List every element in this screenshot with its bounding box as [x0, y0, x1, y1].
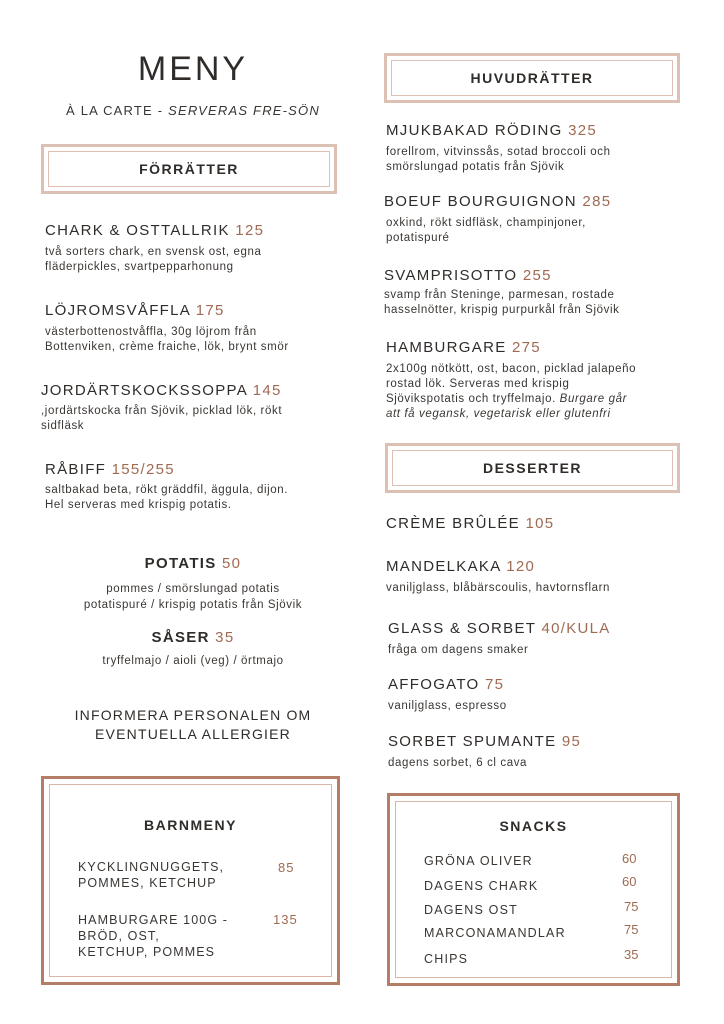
kids-item-price: 135	[273, 912, 298, 927]
dessert-name: CRÈME BRÛLÉE 105	[386, 515, 555, 532]
snack-item: MARCONAMANDLAR	[424, 926, 566, 940]
dessert-name: AFFOGATO 75	[388, 676, 505, 693]
side-potatis-desc: pommes / smörslungad potatis potatispuré / krispig potatis från Sjövik	[83, 583, 303, 611]
dessert-name: GLASS & SORBET 40/KULA	[388, 620, 611, 637]
snacks-box	[387, 793, 680, 986]
starter-name: JORDÄRTSKOCKSSOPPA 145	[41, 382, 282, 399]
starter-desc: ,jordärtskocka från Sjövik, picklad lök, rökt sidfläsk	[41, 405, 283, 432]
snack-price: 75	[624, 899, 639, 914]
starter-desc: västerbottenostvåffla, 30g löjrom från Bottenviken, crème fraiche, lök, brynt smör	[45, 326, 289, 353]
starter-price: 125	[235, 222, 265, 239]
snack-item: DAGENS OST	[424, 903, 518, 917]
starter-price: 145	[252, 382, 282, 399]
side-potatis-name: POTATIS 50	[144, 555, 242, 572]
kids-item: HAMBURGARE 100G - BRÖD, OST, KETCHUP, POMMES	[78, 913, 228, 959]
snack-price: 75	[624, 922, 639, 937]
snack-item: CHIPS	[424, 952, 469, 966]
snacks-heading: SNACKS	[499, 818, 568, 834]
allergy-notice: INFORMERA PERSONALEN OM EVENTUELLA ALLERGIER	[74, 707, 312, 742]
side-potatis-price: 50	[222, 555, 242, 572]
main-price: 275	[511, 339, 541, 356]
desserts-heading-box	[385, 443, 680, 493]
main-price: 325	[568, 122, 598, 139]
main-price: 255	[522, 267, 552, 284]
mains-heading-box	[384, 53, 680, 103]
dessert-price: 105	[525, 515, 555, 532]
kids-menu-heading: BARNMENY	[144, 817, 237, 833]
snack-item: DAGENS CHARK	[424, 879, 539, 893]
kids-menu-box	[41, 776, 340, 985]
dessert-name: SORBET SPUMANTE 95	[388, 733, 582, 750]
snack-price: 60	[622, 874, 637, 889]
dessert-price: 120	[506, 558, 536, 575]
mains-heading: HUVUDRÄTTER	[391, 60, 673, 96]
main-desc: svamp från Steninge, parmesan, rostade hasselnötter, krispig purpurkål från Sjövik	[384, 289, 620, 316]
starter-name: LÖJROMSVÅFFLA 175	[45, 302, 225, 319]
dessert-desc: vaniljglass, blåbärscoulis, havtornsflarn	[386, 582, 611, 594]
side-saser-price: 35	[215, 629, 235, 646]
starter-desc: saltbakad beta, rökt gräddfil, äggula, dijon. Hel serveras med krispig potatis.	[45, 484, 289, 511]
starter-desc: två sorters chark, en svensk ost, egna fläderpickles, svartpepparhonung	[45, 246, 262, 273]
menu-title: MENY	[137, 50, 249, 88]
main-name: BOEUF BOURGUIGNON 285	[384, 193, 612, 210]
main-desc: 2x100g nötkött, ost, bacon, picklad jalapeño rostad lök. Serveras med krispig Sjövikspotatis och tryffelmajo. Burgare går att få vegansk, vegetarisk eller glutenfri	[386, 363, 637, 420]
starter-name: CHARK & OSTTALLRIK 125	[45, 222, 265, 239]
main-desc: forellrom, vitvinssås, sotad broccoli och smörslungad potatis från Sjövik	[386, 146, 611, 173]
side-saser-name: SÅSER 35	[151, 629, 235, 646]
starter-price: 175	[195, 302, 225, 319]
kids-item: KYCKLINGNUGGETS, POMMES, KETCHUP	[78, 860, 225, 890]
dessert-price: 95	[561, 733, 582, 750]
menu-subtitle: À LA CARTE - SERVERAS FRE-SÖN	[66, 103, 320, 118]
kids-item-price: 85	[278, 860, 295, 875]
dessert-desc: vaniljglass, espresso	[388, 700, 507, 712]
main-name: SVAMPRISOTTO 255	[384, 267, 552, 284]
main-name: HAMBURGARE 275	[386, 339, 541, 356]
side-saser-desc: tryffelmajo / aioli (veg) / örtmajo	[102, 655, 284, 667]
main-price: 285	[582, 193, 612, 210]
desserts-heading: DESSERTER	[392, 450, 673, 486]
dessert-name: MANDELKAKA 120	[386, 558, 536, 575]
starters-heading: FÖRRÄTTER	[48, 151, 330, 187]
dessert-desc: fråga om dagens smaker	[388, 644, 529, 656]
dessert-price: 40/KULA	[541, 620, 611, 637]
snack-price: 60	[622, 851, 637, 866]
snack-item: GRÖNA OLIVER	[424, 854, 533, 868]
starters-heading-box	[41, 144, 337, 194]
main-name: MJUKBAKAD RÖDING 325	[386, 122, 598, 139]
snack-price: 35	[624, 947, 639, 962]
dessert-price: 75	[484, 676, 505, 693]
starter-price: 155/255	[111, 461, 175, 478]
dessert-desc: dagens sorbet, 6 cl cava	[388, 757, 528, 769]
starter-name: RÅBIFF 155/255	[45, 461, 175, 478]
main-desc: oxkind, rökt sidfläsk, champinjoner, potatispuré	[386, 217, 586, 244]
